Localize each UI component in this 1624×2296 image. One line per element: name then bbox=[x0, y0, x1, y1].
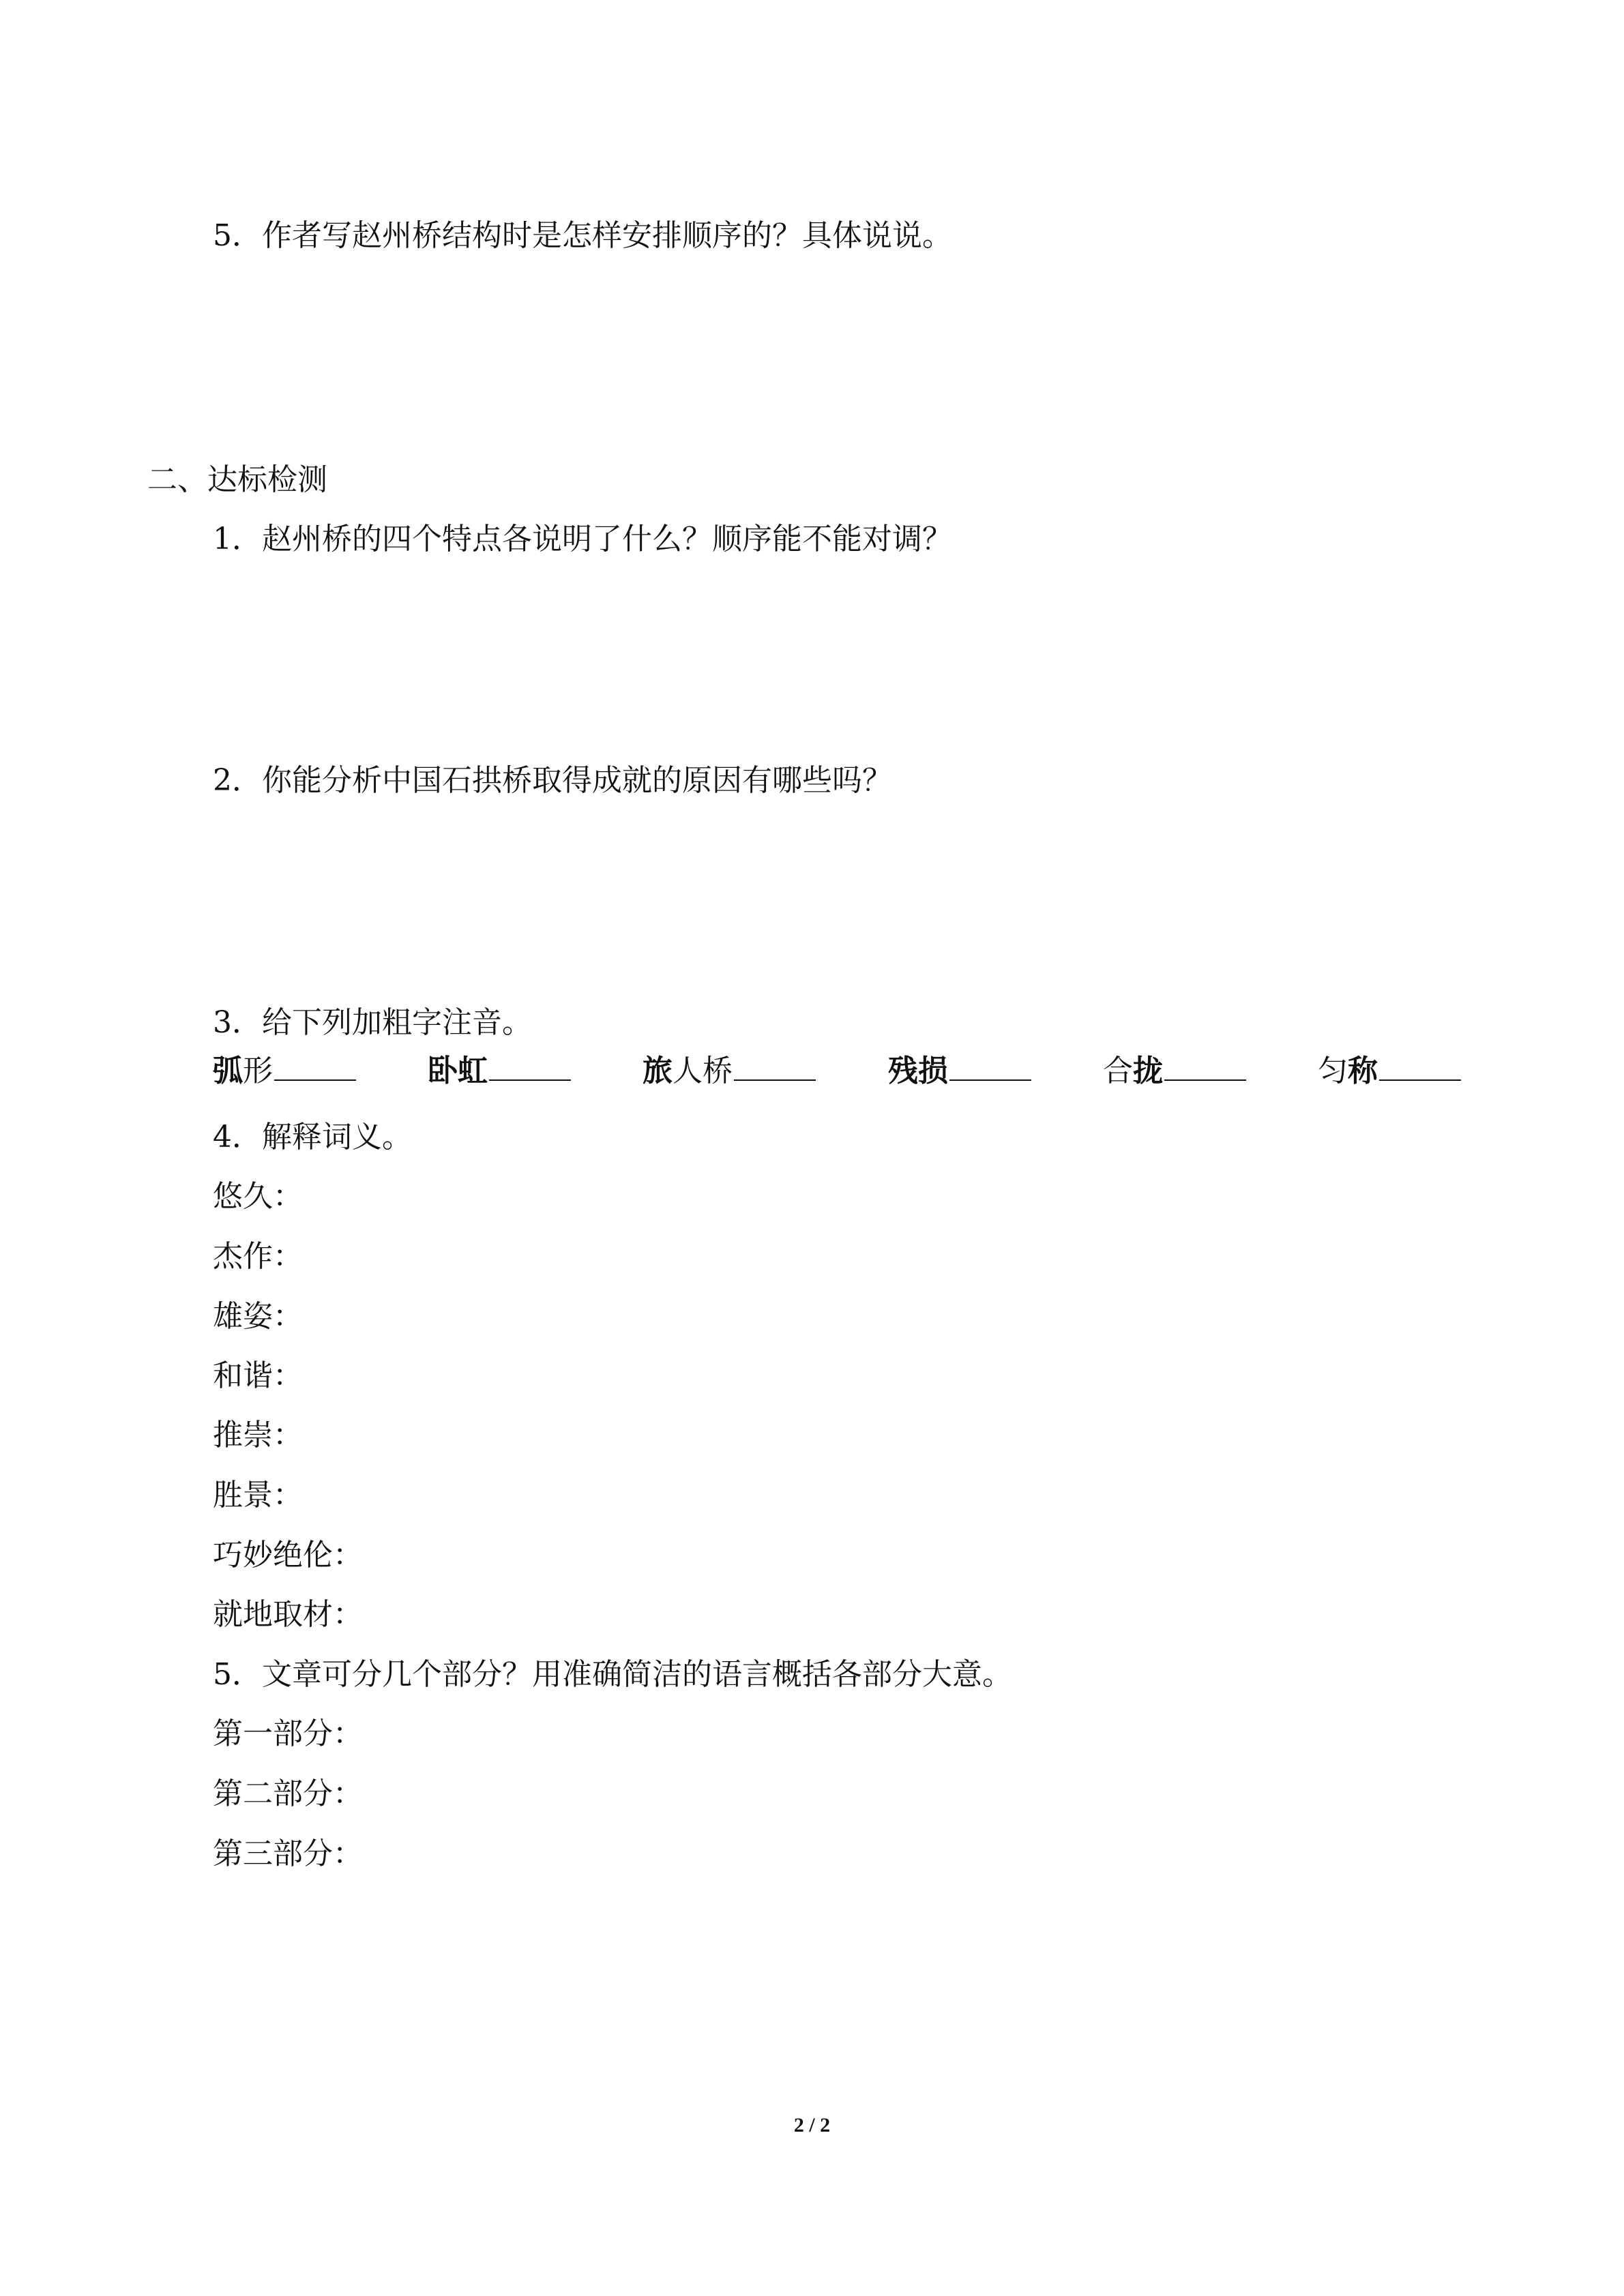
pinyin-bold-char: 残损 bbox=[888, 1054, 948, 1088]
pinyin-bold-char: 拢 bbox=[1133, 1054, 1163, 1088]
question-2-achievement-reasons: 2．你能分析中国石拱桥取得成就的原因有哪些吗？ bbox=[213, 763, 892, 798]
question-3-pinyin: 3．给下列加粗字注音。 bbox=[213, 1005, 532, 1040]
pinyin-item bbox=[428, 1052, 571, 1090]
pinyin-item bbox=[643, 1052, 816, 1090]
part-item: 第二部分： bbox=[213, 1776, 363, 1811]
question-5-structure-order: 5．作者写赵州桥结构时是怎样安排顺序的？具体说说。 bbox=[213, 218, 952, 253]
pinyin-prefix: 匀 bbox=[1318, 1054, 1348, 1088]
part-item: 第一部分： bbox=[213, 1716, 363, 1751]
vocab-item: 和谐： bbox=[213, 1358, 303, 1393]
vocab-item: 悠久： bbox=[213, 1179, 303, 1214]
answer-blank[interactable] bbox=[1164, 1052, 1246, 1081]
pinyin-item bbox=[888, 1052, 1031, 1090]
question-5-divide-parts: 5．文章可分几个部分？用准确简洁的语言概括各部分大意。 bbox=[213, 1657, 1012, 1692]
vocab-item: 就地取材： bbox=[213, 1597, 363, 1632]
answer-blank[interactable] bbox=[1379, 1052, 1461, 1081]
pinyin-bold-char: 旅 bbox=[643, 1054, 673, 1088]
page-number: 2 / 2 bbox=[793, 2114, 831, 2136]
pinyin-bold-char: 弧 bbox=[213, 1054, 243, 1088]
answer-blank[interactable] bbox=[949, 1052, 1031, 1081]
pinyin-item bbox=[1318, 1052, 1461, 1090]
pinyin-prefix: 合 bbox=[1103, 1054, 1133, 1088]
pinyin-row bbox=[213, 1052, 1475, 1093]
question-1-four-features: 1．赵州桥的四个特点各说明了什么？顺序能不能对调？ bbox=[213, 522, 952, 556]
pinyin-item bbox=[213, 1052, 356, 1090]
question-4-define-words: 4．解释词义。 bbox=[213, 1120, 412, 1154]
pinyin-suffix: 人桥 bbox=[673, 1054, 733, 1088]
vocab-item: 巧妙绝伦： bbox=[213, 1538, 363, 1572]
pinyin-item bbox=[1103, 1052, 1246, 1090]
answer-blank[interactable] bbox=[274, 1052, 356, 1081]
section-heading-assessment: 二、达标检测 bbox=[147, 462, 327, 497]
vocab-item: 杰作： bbox=[213, 1239, 303, 1274]
answer-blank[interactable] bbox=[489, 1052, 571, 1081]
part-item: 第三部分： bbox=[213, 1836, 363, 1871]
answer-blank[interactable] bbox=[734, 1052, 816, 1081]
pinyin-suffix: 形 bbox=[243, 1054, 273, 1088]
vocab-item: 雄姿： bbox=[213, 1299, 303, 1334]
pinyin-bold-char: 称 bbox=[1348, 1054, 1378, 1088]
vocab-item: 推崇： bbox=[213, 1418, 303, 1452]
vocab-item: 胜景： bbox=[213, 1478, 303, 1512]
pinyin-bold-char: 卧虹 bbox=[428, 1054, 488, 1088]
